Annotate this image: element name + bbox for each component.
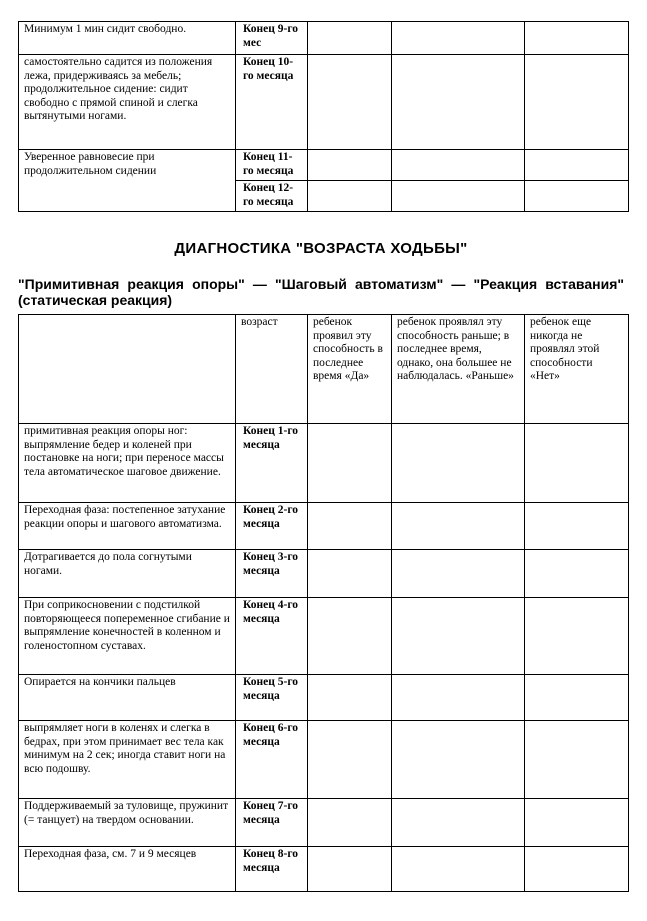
- no-cell[interactable]: [525, 799, 629, 847]
- yes-cell[interactable]: [308, 22, 392, 55]
- no-cell[interactable]: [525, 181, 629, 212]
- skill-cell: Дотрагивается до пола согнутыми ногами.: [19, 550, 236, 598]
- earlier-cell[interactable]: [392, 799, 525, 847]
- yes-cell[interactable]: [308, 503, 392, 550]
- header-yes: ребенок проявил эту способность в последнее время «Да»: [308, 315, 392, 424]
- skill-cell: Минимум 1 мин сидит свободно.: [19, 22, 236, 55]
- earlier-cell[interactable]: [392, 721, 525, 799]
- table-row: [19, 598, 629, 675]
- age-cell: Конец 3-го месяца: [236, 550, 308, 598]
- yes-cell[interactable]: [308, 150, 392, 181]
- age-cell: Конец 6-го месяца: [236, 721, 308, 799]
- earlier-cell[interactable]: [392, 22, 525, 55]
- age-cell: Конец 8-го месяца: [236, 847, 308, 892]
- yes-cell[interactable]: [308, 847, 392, 892]
- walking-age-table: [18, 314, 629, 892]
- section-title: ДИАГНОСТИКА "ВОЗРАСТА ХОДЬБЫ": [174, 240, 468, 257]
- no-cell[interactable]: [525, 847, 629, 892]
- earlier-cell[interactable]: [392, 847, 525, 892]
- skill-cell: Переходная фаза: постепенное затухание реакции опоры и шагового автоматизма.: [19, 503, 236, 550]
- age-cell: Конец 10-го месяца: [236, 55, 308, 150]
- earlier-cell[interactable]: [392, 55, 525, 150]
- top-table: [18, 21, 629, 212]
- header-earlier: ребенок проявлял эту способность раньше; в последнее время, однако, она большее не наблюдалась. «Раньше»: [392, 315, 525, 424]
- age-cell: Конец 11-го месяца: [236, 150, 308, 181]
- yes-cell[interactable]: [308, 799, 392, 847]
- skill-cell: Переходная фаза, см. 7 и 9 месяцев: [19, 847, 236, 892]
- age-cell: Конец 9-го мес: [236, 22, 308, 55]
- table-row: [19, 55, 629, 150]
- no-cell[interactable]: [525, 550, 629, 598]
- no-cell[interactable]: [525, 503, 629, 550]
- skill-cell: Опирается на кончики пальцев: [19, 675, 236, 721]
- earlier-cell[interactable]: [392, 424, 525, 503]
- table-row: [19, 503, 629, 550]
- earlier-cell[interactable]: [392, 675, 525, 721]
- yes-cell[interactable]: [308, 424, 392, 503]
- no-cell[interactable]: [525, 55, 629, 150]
- table-row: [19, 847, 629, 892]
- age-cell: Конец 7-го месяца: [236, 799, 308, 847]
- no-cell[interactable]: [525, 721, 629, 799]
- table-row: [19, 675, 629, 721]
- age-cell: Конец 12-го месяца: [236, 181, 308, 212]
- skill-cell: выпрямляет ноги в коленях и слегка в бедрах, при этом принимает вес тела как минимум на 2 сек; иногда ставит ноги на всю подошву.: [19, 721, 236, 799]
- yes-cell[interactable]: [308, 550, 392, 598]
- header-age: возраст: [236, 315, 308, 424]
- table-row: [19, 721, 629, 799]
- earlier-cell[interactable]: [392, 598, 525, 675]
- skill-cell: самостоятельно садится из положения лежа, придерживаясь за мебель; продолжительное сидение: сидит свободно с прямой спиной и слегка вытянутыми ногами.: [19, 55, 236, 150]
- yes-cell[interactable]: [308, 55, 392, 150]
- yes-cell[interactable]: [308, 598, 392, 675]
- section-subtitle: "Примитивная реакция опоры" — "Шаговый автоматизм" — "Реакция вставания" (статическая реакция): [18, 276, 624, 308]
- table-header-row: [19, 315, 629, 424]
- age-cell: Конец 5-го месяца: [236, 675, 308, 721]
- table-row: [19, 424, 629, 503]
- no-cell[interactable]: [525, 675, 629, 721]
- no-cell[interactable]: [525, 22, 629, 55]
- earlier-cell[interactable]: [392, 150, 525, 181]
- earlier-cell[interactable]: [392, 181, 525, 212]
- skill-cell: Уверенное равновесие при продолжительном сидении: [19, 150, 236, 212]
- skill-cell: Поддерживаемый за туловище, пружинит (= танцует) на твердом основании.: [19, 799, 236, 847]
- earlier-cell[interactable]: [392, 550, 525, 598]
- table-row: [19, 22, 629, 55]
- no-cell[interactable]: [525, 150, 629, 181]
- yes-cell[interactable]: [308, 721, 392, 799]
- yes-cell[interactable]: [308, 675, 392, 721]
- no-cell[interactable]: [525, 598, 629, 675]
- header-skill: [19, 315, 236, 424]
- age-cell: Конец 2-го месяца: [236, 503, 308, 550]
- age-cell: Конец 1-го месяца: [236, 424, 308, 503]
- table-row: [19, 799, 629, 847]
- yes-cell[interactable]: [308, 181, 392, 212]
- skill-cell: При соприкосновении с подстилкой повторяющееся попеременное сгибание и выпрямление конечностей в коленном и голеностопном суставах.: [19, 598, 236, 675]
- earlier-cell[interactable]: [392, 503, 525, 550]
- header-no: ребенок еще никогда не проявлял этой способности «Нет»: [525, 315, 629, 424]
- skill-cell: примитивная реакция опоры ног: выпрямление бедер и коленей при постановке на ноги; при переносе массы тела автоматическое шаговое движение.: [19, 424, 236, 503]
- no-cell[interactable]: [525, 424, 629, 503]
- age-cell: Конец 4-го месяца: [236, 598, 308, 675]
- table-row: [19, 550, 629, 598]
- table-row: [19, 150, 629, 181]
